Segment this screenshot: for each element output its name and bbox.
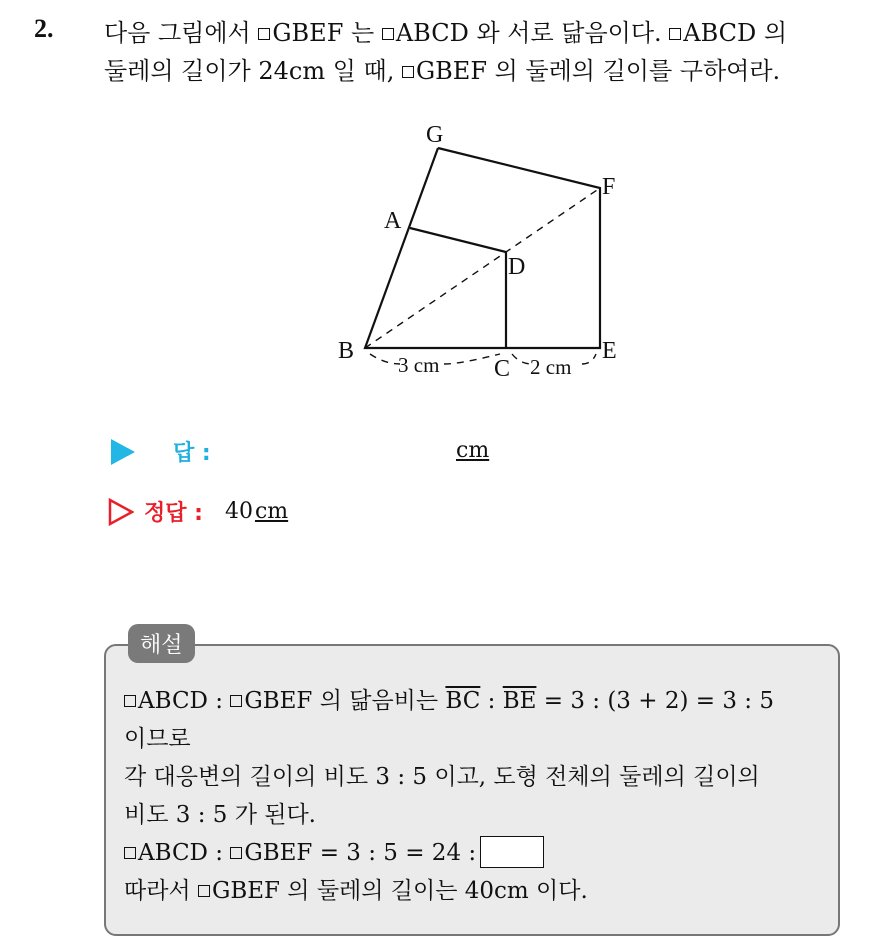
square-icon bbox=[124, 695, 136, 707]
square-icon bbox=[258, 28, 270, 40]
text: 따라서 bbox=[124, 878, 198, 904]
length-ce: 2 cm bbox=[530, 355, 572, 379]
geometry-figure bbox=[320, 110, 640, 400]
play-arrow-icon bbox=[111, 439, 135, 465]
segment-be: $\overline{BE}$ bbox=[502, 688, 537, 714]
answer-row bbox=[108, 436, 211, 467]
square-icon bbox=[402, 66, 414, 78]
square-icon bbox=[230, 847, 242, 859]
text: GBEF 의 닮음비는 bbox=[244, 688, 446, 714]
label-d: D bbox=[508, 254, 526, 280]
solution-label: 정답 : bbox=[144, 501, 203, 526]
question-line2b: GBEF 의 둘레의 길이를 구하여라. bbox=[415, 57, 781, 85]
text: GBEF = 3 : 5 = 24 : bbox=[244, 840, 477, 866]
answer-unit: cm bbox=[456, 438, 490, 463]
question-line1d: ABCD 의 bbox=[683, 19, 788, 47]
label-f: F bbox=[602, 174, 616, 200]
square-icon bbox=[669, 28, 681, 40]
question-line2a: 둘레의 길이가 24cm 일 때, bbox=[104, 57, 402, 85]
explanation-line-5 bbox=[124, 834, 834, 872]
solution-row bbox=[108, 496, 288, 527]
label-e: E bbox=[602, 338, 617, 364]
question-text bbox=[104, 14, 864, 90]
quad-abcd-outline bbox=[410, 228, 506, 348]
question-line1c: ABCD 와 서로 닮음이다. bbox=[395, 19, 670, 47]
explanation-line-1 bbox=[124, 682, 834, 720]
explanation-line-4: 비도 3 : 5 가 된다. bbox=[124, 802, 316, 828]
solution-unit: cm bbox=[254, 499, 289, 524]
text: ABCD : bbox=[138, 688, 231, 714]
text: ABCD : bbox=[138, 840, 231, 866]
quad-gbef-outline bbox=[365, 148, 600, 348]
question-line1: 다음 그림에서 bbox=[104, 19, 259, 47]
text: = 3 : (3 + 2) = 3 : 5 bbox=[536, 688, 774, 714]
text: GBEF 의 둘레의 길이는 40cm 이다. bbox=[211, 878, 588, 904]
question-number: 2. bbox=[34, 14, 54, 43]
text: : bbox=[480, 688, 503, 714]
answer-label: 답 : bbox=[173, 441, 211, 466]
square-icon bbox=[382, 28, 394, 40]
label-c: C bbox=[494, 356, 511, 382]
label-a: A bbox=[384, 208, 402, 234]
label-g: G bbox=[426, 122, 444, 148]
explanation-tag: 해설 bbox=[128, 624, 195, 663]
square-icon bbox=[198, 885, 210, 897]
segment-bc: $\overline{BC}$ bbox=[445, 688, 481, 714]
explanation-text bbox=[124, 682, 834, 910]
square-icon bbox=[230, 695, 242, 707]
label-b: B bbox=[338, 338, 355, 364]
blank-box bbox=[480, 836, 544, 868]
solution-value: 40 bbox=[224, 499, 253, 524]
solution-value-group bbox=[225, 499, 288, 524]
outline-arrow-icon bbox=[108, 498, 134, 526]
square-icon bbox=[124, 847, 136, 859]
question-line1b: GBEF 는 bbox=[272, 19, 382, 47]
length-bc: 3 cm bbox=[398, 353, 440, 377]
explanation-line-2: 이므로 bbox=[124, 726, 191, 752]
explanation-line-6 bbox=[124, 872, 834, 910]
explanation-line-3: 각 대응변의 길이의 비도 3 : 5 이고, 도형 전체의 둘레의 길이의 bbox=[124, 764, 760, 790]
